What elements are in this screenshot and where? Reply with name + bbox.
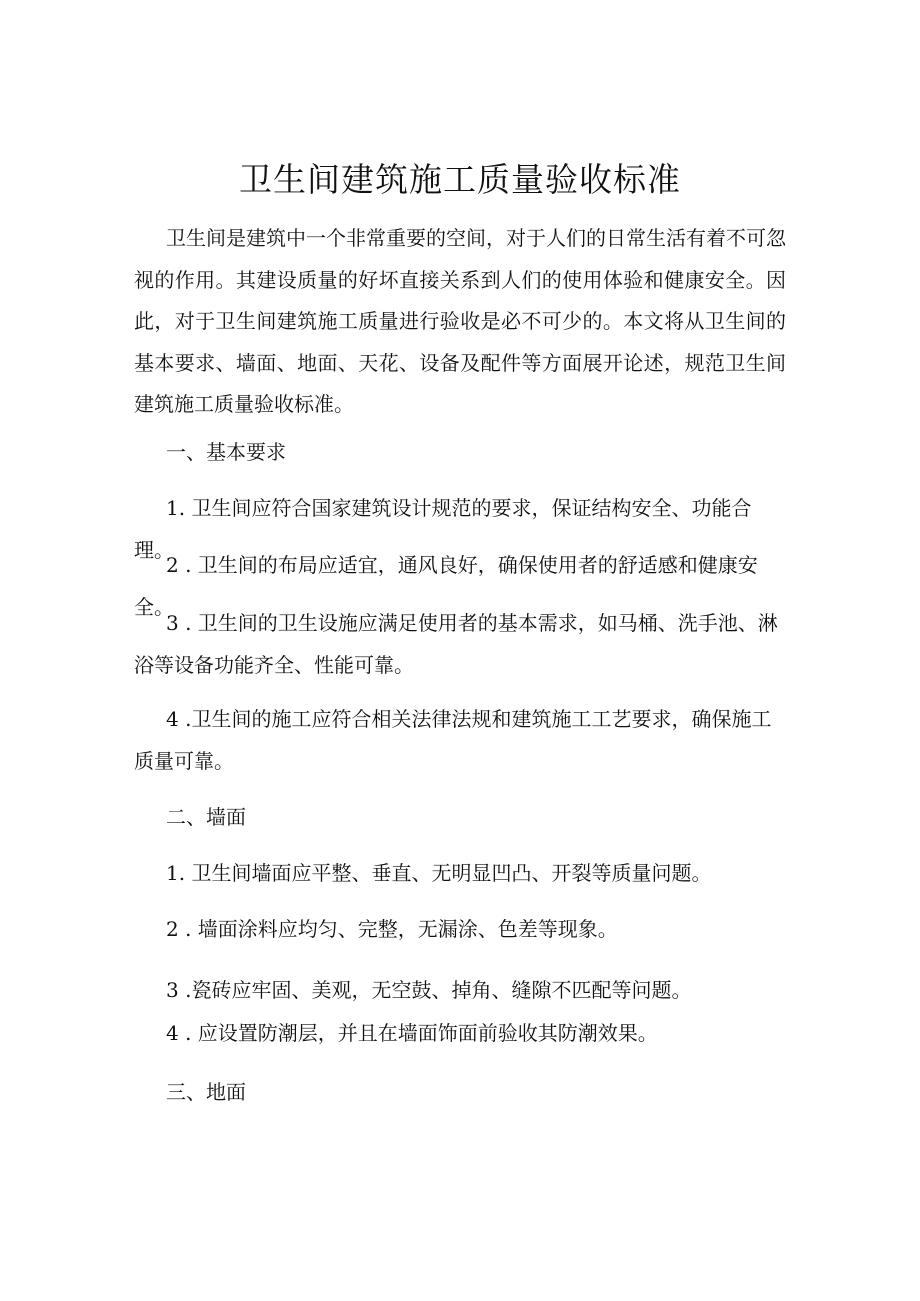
list-item: 4 .卫生间的施工应符合相关法律法规和建筑施工工艺要求，确保施工质量可靠。 [134,707,772,773]
section-heading-basic-requirements: 一、基本要求 [166,440,286,464]
section-heading-floor: 三、地面 [166,1080,246,1104]
list-item: 2 . 墙面涂料应均匀、完整，无漏涂、色差等现象。 [166,917,618,941]
section-heading-walls: 二、墙面 [166,805,246,829]
list-item: 1. 卫生间墙面应平整、垂直、无明显凹凸、开裂等质量问题。 [166,861,712,885]
list-item: 3 . 卫生间的卫生设施应满足使用者的基本需求，如马桶、洗手池、淋浴等设备功能齐全、性能可靠。 [134,611,778,677]
list-item: 3 .瓷砖应牢固、美观，无空鼓、掉角、缝隙不匹配等问题。 [166,978,692,1002]
document-title: 卫生间建筑施工质量验收标准 [239,160,681,199]
intro-paragraph: 卫生间是建筑中一个非常重要的空间，对于人们的日常生活有着不可忽视的作用。其建设质量的好坏直接关系到人们的使用体验和健康安全。因此，对于卫生间建筑施工质量进行验收是必不可少的。本文将从卫生间的基本要求、墙面、地面、天花、设备及配件等方面展开论述，规范卫生间建筑施工质量验收标准。 [134,226,786,416]
list-item: 2 . 卫生间的布局应适宜，通风良好，确保使用者的舒适感和健康安全。 [134,553,758,619]
list-item: 1. 卫生间应符合国家建筑设计规范的要求，保证结构安全、功能合理。 [134,496,752,562]
list-item: 4 . 应设置防潮层，并且在墙面饰面前验收其防潮效果。 [166,1021,658,1045]
